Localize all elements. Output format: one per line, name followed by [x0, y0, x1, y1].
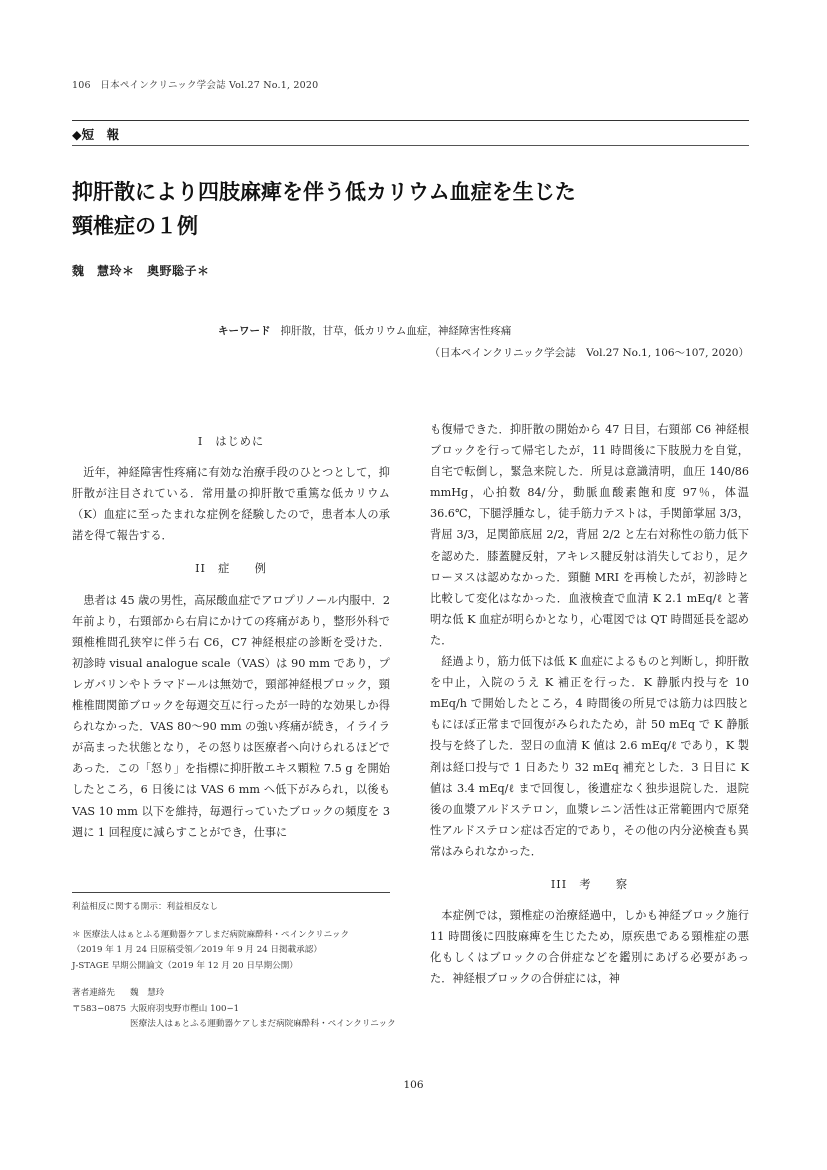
- institution: 医療法人はぁとふる運動器ケアしまだ病院麻酔科・ペインクリニック: [130, 1019, 396, 1029]
- address-row: [72, 1002, 402, 1018]
- affiliation: ＊ 医療法人はぁとふる運動器ケアしまだ病院麻酔科・ペインクリニック: [72, 929, 350, 940]
- footnote-rule: [72, 892, 390, 893]
- left-column: [72, 428, 390, 843]
- footnotes: [72, 900, 402, 1033]
- intro-paragraph: 近年，神経障害性疼痛に有効な治療手段のひとつとして，抑肝散が注目されている．常用量の抑肝散で重篤な低カリウム（K）血症に至ったまれな症例を経験したので，患者本人の承諾を得て報告する．: [72, 466, 390, 543]
- case-heading: II 症 例: [195, 562, 267, 576]
- authors: 魏 慧玲＊ 奥野聡子＊: [72, 264, 210, 278]
- running-header: 106 日本ペインクリニック学会誌 Vol.27 No.1, 2020: [72, 80, 319, 91]
- discussion-heading: III 考 察: [550, 877, 629, 891]
- title-line-2: 頸椎症の１例: [72, 214, 198, 238]
- received-dates: （2019 年 1 月 24 日原稿受領／2019 年 9 月 24 日掲載承認）: [72, 945, 322, 955]
- coi-statement: 利益相反に関する開示：利益相反なし: [72, 902, 219, 912]
- section-type-label: ◆短 報: [72, 127, 120, 142]
- case-paragraph: 患者は 45 歳の男性，高尿酸血症でアロプリノール内服中．2 年前より，右頸部から右肩にかけての疼痛があり，整形外科で頸椎椎間孔狭窄に伴う右 C6，C7 神経根症の診断を受けた．初診時 visual analogue scale（VAS）は 90 mm であり，プレガバリンやトラマドールは無効で，頸部神経根ブロック，頸椎椎間関節ブロックを毎週交互に行ったが一時的な効果しか得られなかった．VAS 80〜90 mm の強い疼痛が続き，イライラが高まった状態となり，その怒りは医療者へ向けられるほどであった．この「怒り」を指標に抑肝散エキス顆粒 7.5 g を開始したところ，6 日後には VAS 6 mm へ低下がみられ，以後も VAS 10 mm 以下を維持，毎週行っていたブロックの頻度を 3 週に 1 回程度に減らすことができ，仕事に: [72, 593, 390, 839]
- case-paragraph-continued: も復帰できた．抑肝散の開始から 47 日目，右頸部 C6 神経根ブロックを行って帰宅したが，11 時間後に下肢脱力を自覚，自宅で転倒し，緊急来院した．所見は意識清明，血圧 140/86 mmHg，心拍数 84/分，動脈血酸素飽和度 97％，体温 36.6℃，下腿浮腫なし，徒手筋力テストは，手関節掌屈 3/3，背屈 3/3，足関節底屈 2/2，背屈 2/2 と左右対称性の筋力低下を認めた．膝蓋腱反射，アキレス腱反射は消失しており，足クローヌスは認めなかった．頸髄 MRI を再検したが，初診時と比較して変化はなかった．血液検査で血清 K 2.1 mEq/ℓ と著明な低 K 血症が明らかとなり，心電図では QT 時間延長を認めた．: [430, 423, 749, 647]
- contact-label: 著者連絡先: [72, 988, 115, 998]
- jstage-note: J-STAGE 早期公開論文（2019 年 12 月 20 日早期公開）: [72, 960, 298, 971]
- institution-row: [72, 1017, 402, 1033]
- article-title: [72, 175, 749, 243]
- postal-code: 〒583−0875: [72, 1003, 127, 1014]
- address: 大阪府羽曳野市樫山 100−1: [130, 1003, 240, 1014]
- discussion-paragraph: 本症例では，頸椎症の治療経過中，しかも神経ブロック施行 11 時間後に四肢麻痺を生じたため，原疾患である頸椎症の悪化もしくはブロックの合併症などを鑑別にあげる必要があった．神経根ブロックの合併症には，神: [430, 909, 749, 986]
- section-rule: [72, 145, 749, 146]
- intro-heading: I はじめに: [197, 435, 265, 448]
- keywords: [218, 323, 511, 338]
- contact-row: [72, 986, 402, 1002]
- page-number: 106: [403, 1079, 424, 1091]
- keywords-list: 抑肝散，甘草，低カリウム血症，神経障害性疼痛: [280, 325, 512, 337]
- top-rule: [72, 120, 749, 121]
- keywords-label: キーワード: [218, 325, 271, 337]
- right-column: [430, 419, 749, 989]
- citation: （日本ペインクリニック学会誌 Vol.27 No.1, 106〜107, 2020）: [429, 347, 749, 359]
- case-paragraph-2: 経過より，筋力低下は低 K 血症によるものと判断し，抑肝散を中止，入院のうえ K 補正を行った．K 静脈内投与を 10 mEq/h で開始したところ，4 時間後の所見では筋力は四肢ともにほぼ正常まで回復がみられたため，計 50 mEq で K 静脈投与を終了した．翌日の血清 K 値は 2.6 mEq/ℓ であり，K 製剤は経口投与で 1 日あたり 32 mEq 補充とした．3 日目に K 値は 3.4 mEq/ℓ まで回復し，後遺症なく独歩退院した．退院後の血漿アルドステロン，血漿レニン活性は正常範囲内で原発性アルドステロン症は否定的であり，その他の内分泌検査も異常はみられなかった．: [430, 655, 749, 858]
- contact-name: 魏 慧玲: [130, 988, 165, 998]
- title-line-1: 抑肝散により四肢麻痺を伴う低カリウム血症を生じた: [72, 180, 576, 204]
